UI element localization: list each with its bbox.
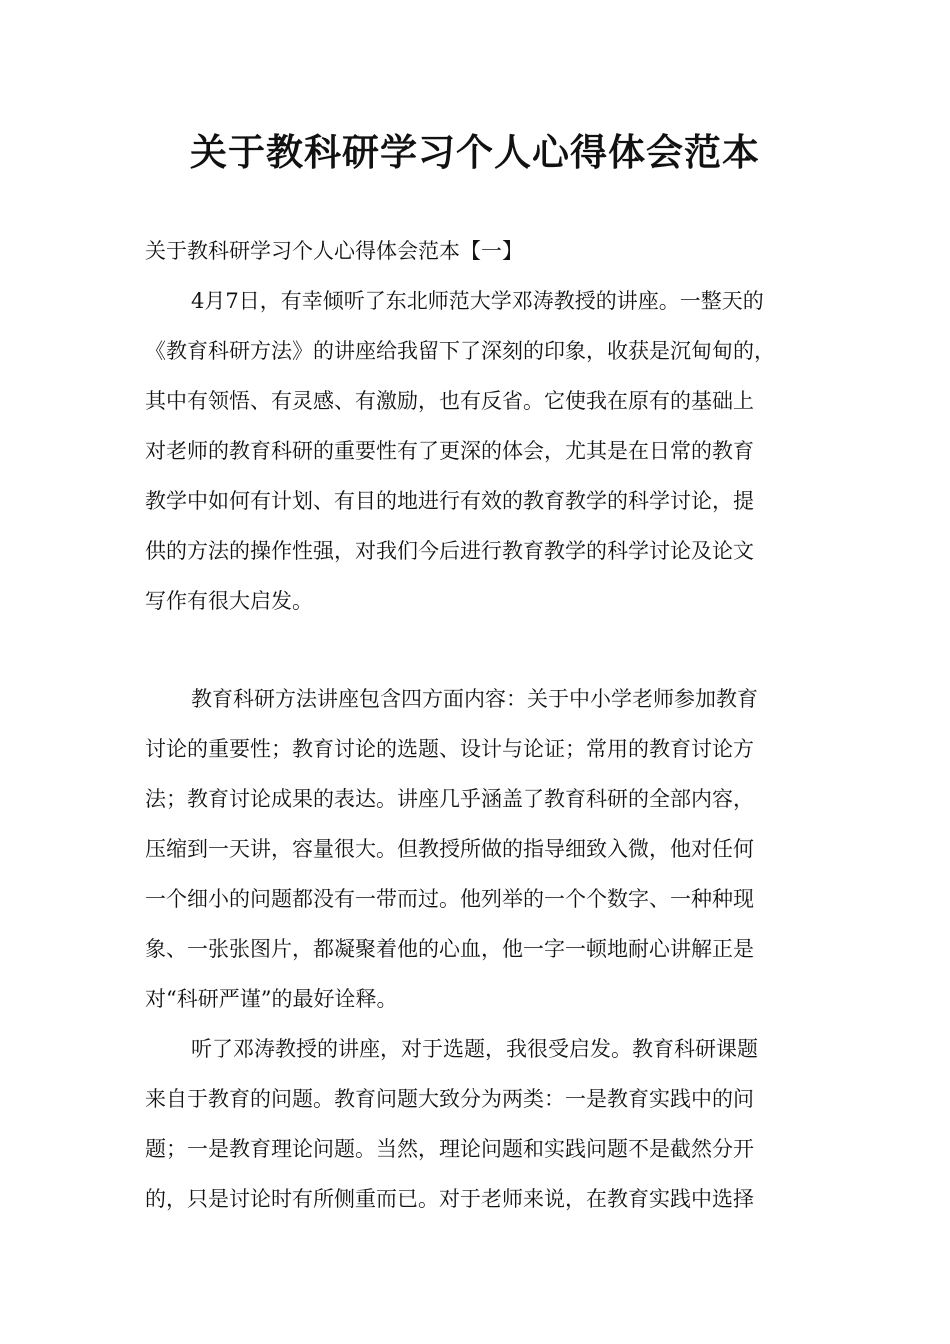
document-title: 关于教科研学习个人心得体会范本	[190, 131, 760, 174]
paragraph-line: 写作有很大启发。	[145, 589, 313, 613]
paragraph-line: 其中有领悟、有灵感、有激励，也有反省。它使我在原有的基础上	[145, 389, 754, 413]
paragraph-line: 教育科研方法讲座包含四方面内容：关于中小学老师参加教育	[191, 687, 758, 711]
paragraph-line: 压缩到一天讲，容量很大。但教授所做的指导细致入微，他对任何	[145, 837, 754, 861]
paragraph-1	[145, 286, 825, 636]
paragraph-line: 讨论的重要性；教育讨论的选题、设计与论证；常用的教育讨论方	[145, 737, 754, 761]
paragraph-line: 4月7日，有幸倾听了东北师范大学邓涛教授的讲座。一整天的	[191, 289, 764, 313]
paragraph-line: 对“科研严谨”的最好诠释。	[145, 987, 398, 1011]
paragraph-3	[145, 1034, 825, 1234]
paragraph-line: 象、一张张图片，都凝聚着他的心血，他一字一顿地耐心讲解正是	[145, 937, 754, 961]
paragraph-line: 对老师的教育科研的重要性有了更深的体会，尤其是在日常的教育	[145, 439, 754, 463]
paragraph-2	[145, 684, 825, 1034]
paragraph-line: 的，只是讨论时有所侧重而已。对于老师来说，在教育实践中选择	[145, 1187, 754, 1211]
paragraph-line: 来自于教育的问题。教育问题大致分为两类：一是教育实践中的问	[145, 1087, 754, 1111]
paragraph-line: 题；一是教育理论问题。当然，理论问题和实践问题不是截然分开	[145, 1137, 754, 1161]
paragraph-line: 《教育科研方法》的讲座给我留下了深刻的印象，收获是沉甸甸的，	[145, 339, 775, 363]
paragraph-line: 听了邓涛教授的讲座，对于选题，我很受启发。教育科研课题	[191, 1037, 758, 1061]
section-heading: 关于教科研学习个人心得体会范本【一】	[145, 239, 523, 263]
paragraph-line: 法；教育讨论成果的表达。讲座几乎涵盖了教育科研的全部内容，	[145, 787, 754, 811]
paragraph-line: 教学中如何有计划、有目的地进行有效的教育教学的科学讨论，提	[145, 489, 754, 513]
paragraph-line: 一个细小的问题都没有一带而过。他列举的一个个数字、一种种现	[145, 887, 754, 911]
paragraph-line: 供的方法的操作性强，对我们今后进行教育教学的科学讨论及论文	[145, 539, 754, 563]
